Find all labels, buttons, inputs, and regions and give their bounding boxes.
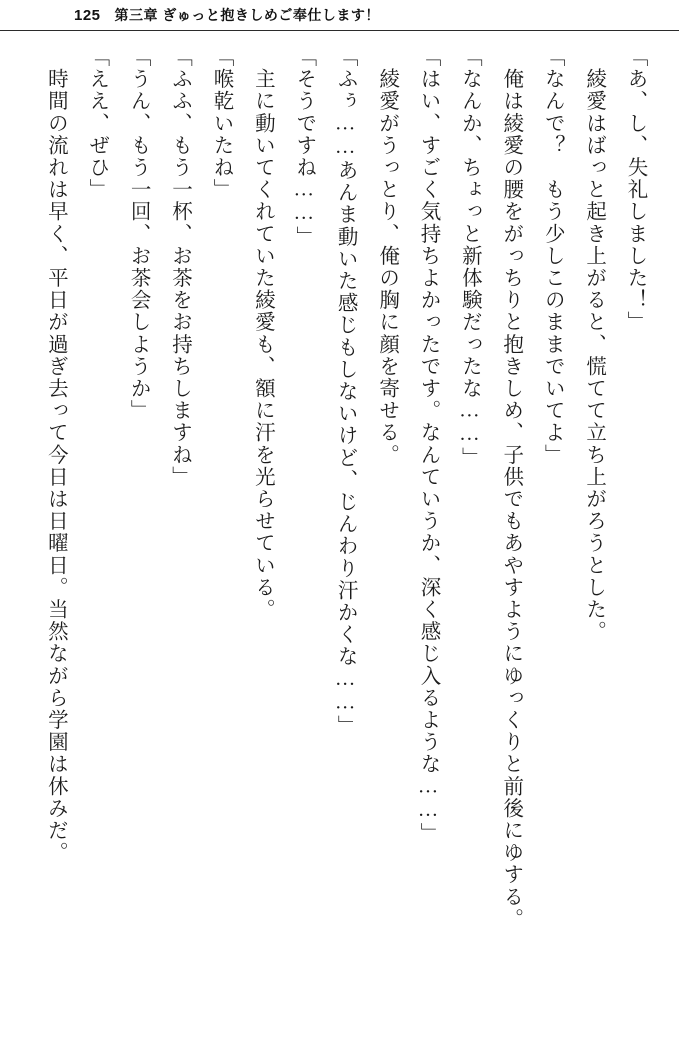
text-line: 「ええ、ぜひ」 [85, 46, 108, 201]
running-header [0, 0, 679, 30]
text-line: 「ふふ、もう一杯、お茶をお持ちしますね」 [168, 46, 191, 488]
header-divider [0, 30, 679, 31]
page-body [28, 46, 655, 1024]
text-line: 「ふぅ……あんま動いた感じもしないけど、じんわり汗かくな……」 [334, 46, 357, 738]
vertical-text-block [28, 46, 655, 1006]
text-line: 「うん、もう一回、お茶会しようか」 [127, 46, 150, 422]
text-line: 綾愛がうっとり、俺の胸に顔を寄せる。 [375, 46, 398, 466]
page-number: 125 [74, 6, 101, 24]
text-line: 「なんか、ちょっと新体験だったな……」 [458, 46, 481, 469]
text-line: 主に動いてくれていた綾愛も、額に汗を光らせている。 [251, 46, 274, 621]
chapter-title: 第三章 ぎゅっと抱きしめご奉仕します！ [114, 7, 380, 23]
text-line: 俺は綾愛の腰をがっちりと抱きしめ、子供でもあやすようにゆっくりと前後にゆする。 [499, 46, 522, 930]
text-line: 時間の流れは早く、平日が過ぎ去って今日は日曜日。当然ながら学園は休みだ。 [44, 46, 67, 864]
text-line: 「喉乾いたね」 [209, 46, 232, 201]
text-line: 綾愛はばっと起き上がると、慌てて立ち上がろうとした。 [582, 46, 605, 643]
text-line: 「はい、すごく気持ちよかったです。なんていうか、深く感じ入るような……」 [416, 46, 439, 845]
text-line: 「なんで？ もう少しこのままでいてよ」 [541, 46, 564, 466]
text-line: 「そうですね……」 [292, 46, 315, 248]
text-line: 「あ、し、失礼しました！」 [624, 46, 646, 334]
